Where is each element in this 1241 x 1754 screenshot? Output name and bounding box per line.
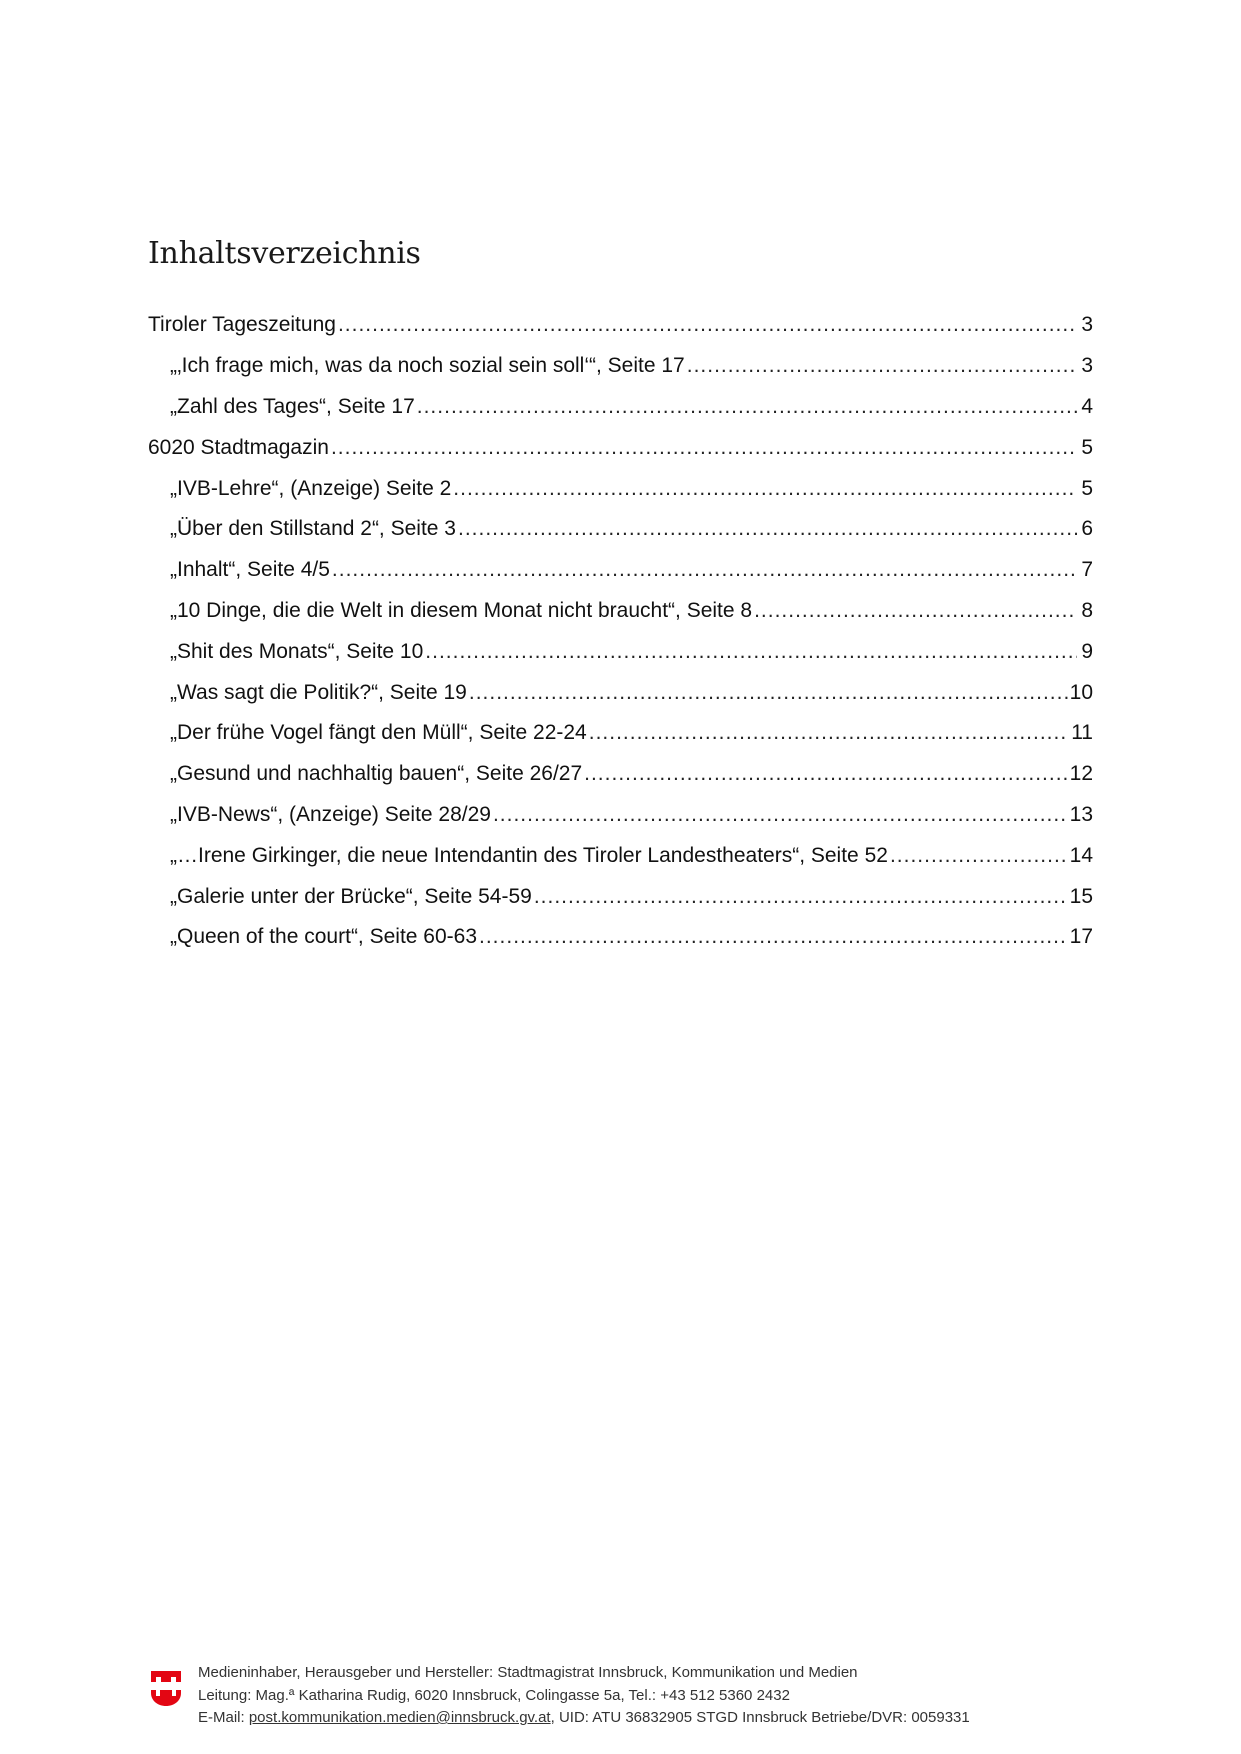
toc-entry-page: 6 (1081, 517, 1093, 541)
toc-entry-tiroler-tageszeitung[interactable] (148, 305, 1093, 346)
toc-entry-page: 3 (1081, 313, 1093, 337)
toc-dot-leader (332, 558, 1077, 582)
footer-legal-ids: , UID: ATU 36832905 STGD Innsbruck Betriebe/DVR: 0059331 (550, 1709, 970, 1726)
toc-dot-leader (589, 721, 1069, 745)
toc-entry-page: 13 (1069, 802, 1093, 826)
toc-entry-page: 15 (1069, 884, 1093, 908)
toc-entry-label: „…Irene Girkinger, die neue Intendantin des Tiroler Landestheaters“, Seite 52 (170, 843, 888, 867)
toc-entry-label: „Zahl des Tages“, Seite 17 (170, 394, 415, 418)
toc-dot-leader (584, 762, 1068, 786)
toc-dot-leader (425, 640, 1077, 664)
footer-email-link[interactable]: post.kommunikation.medien@innsbruck.gv.at (248, 1709, 551, 1726)
toc-entry-10-dinge[interactable] (148, 591, 1093, 632)
toc-entry-ich-frage-mich[interactable] (148, 346, 1093, 387)
toc-dot-leader (458, 517, 1077, 541)
toc-entry-page: 4 (1081, 394, 1093, 418)
toc-entry-page: 17 (1069, 925, 1093, 949)
toc-entry-der-fruehe-vogel[interactable] (148, 713, 1093, 754)
footer-contact-line (198, 1707, 970, 1730)
toc-entry-galerie-unter-der-bruecke[interactable] (148, 876, 1093, 917)
toc-entry-irene-girkinger[interactable] (148, 835, 1093, 876)
toc-entry-label: „‚Ich frage mich, was da noch sozial sein soll‘“, Seite 17 (170, 354, 685, 378)
toc-entry-page: 10 (1069, 680, 1093, 704)
table-of-contents (148, 305, 1093, 958)
toc-dot-leader (479, 925, 1068, 949)
toc-dot-leader (331, 436, 1077, 460)
toc-entry-label: 6020 Stadtmagazin (148, 435, 329, 459)
toc-entry-ivb-lehre[interactable] (148, 468, 1093, 509)
footer-publisher-line: Medieninhaber, Herausgeber und Hersteller: Stadtmagistrat Innsbruck, Kommunikation und Medien (198, 1664, 858, 1681)
toc-entry-page: 11 (1071, 721, 1093, 745)
footer-email-prefix: E-Mail: (198, 1709, 249, 1726)
toc-entry-label: „Der frühe Vogel fängt den Müll“, Seite 22-24 (170, 721, 587, 745)
toc-entry-page: 7 (1081, 558, 1093, 582)
toc-entry-page: 5 (1081, 435, 1093, 459)
toc-entry-label: „10 Dinge, die die Welt in diesem Monat nicht braucht“, Seite 8 (170, 598, 753, 622)
toc-dot-leader (469, 681, 1068, 705)
toc-entry-6020-stadtmagazin[interactable] (148, 427, 1093, 468)
toc-dot-leader (754, 599, 1077, 623)
toc-entry-queen-of-the-court[interactable] (148, 917, 1093, 958)
toc-dot-leader (534, 885, 1068, 909)
toc-entry-gesund-und-nachhaltig[interactable] (148, 754, 1093, 795)
toc-dot-leader (338, 313, 1077, 337)
toc-title: Inhaltsverzeichnis (148, 236, 421, 271)
toc-entry-label: „Shit des Monats“, Seite 10 (170, 639, 424, 663)
toc-entry-page: 3 (1081, 354, 1093, 378)
footer-imprint (198, 1662, 970, 1730)
toc-entry-page: 9 (1081, 639, 1093, 663)
toc-entry-label: „Über den Stillstand 2“, Seite 3 (170, 517, 456, 541)
toc-entry-ivb-news[interactable] (148, 795, 1093, 836)
toc-entry-inhalt[interactable] (148, 550, 1093, 591)
toc-entry-label: „Galerie unter der Brücke“, Seite 54-59 (170, 884, 532, 908)
toc-dot-leader (890, 844, 1068, 868)
toc-dot-leader (453, 477, 1077, 501)
toc-entry-label: „Inhalt“, Seite 4/5 (170, 558, 330, 582)
toc-entry-label: „IVB-News“, (Anzeige) Seite 28/29 (170, 802, 491, 826)
toc-entry-zahl-des-tages[interactable] (148, 387, 1093, 428)
toc-dot-leader (493, 803, 1068, 827)
toc-entry-label: Tiroler Tageszeitung (148, 313, 336, 337)
toc-dot-leader (687, 354, 1077, 378)
toc-entry-label: „IVB-Lehre“, (Anzeige) Seite 2 (170, 476, 452, 500)
toc-entry-page: 12 (1069, 762, 1093, 786)
toc-entry-was-sagt-die-politik[interactable] (148, 672, 1093, 713)
toc-entry-ueber-den-stillstand[interactable] (148, 509, 1093, 550)
toc-entry-page: 5 (1081, 476, 1093, 500)
innsbruck-coat-of-arms-icon (150, 1668, 182, 1708)
toc-entry-shit-des-monats[interactable] (148, 631, 1093, 672)
toc-entry-label: „Gesund und nachhaltig bauen“, Seite 26/27 (170, 762, 583, 786)
toc-entry-label: „Was sagt die Politik?“, Seite 19 (170, 680, 467, 704)
toc-entry-label: „Queen of the court“, Seite 60-63 (170, 925, 478, 949)
toc-dot-leader (417, 395, 1077, 419)
toc-entry-page: 14 (1069, 843, 1093, 867)
footer-management-line: Leitung: Mag.ª Katharina Rudig, 6020 Innsbruck, Colingasse 5a, Tel.: +43 512 5360 2432 (198, 1686, 790, 1704)
toc-entry-page: 8 (1081, 598, 1093, 622)
